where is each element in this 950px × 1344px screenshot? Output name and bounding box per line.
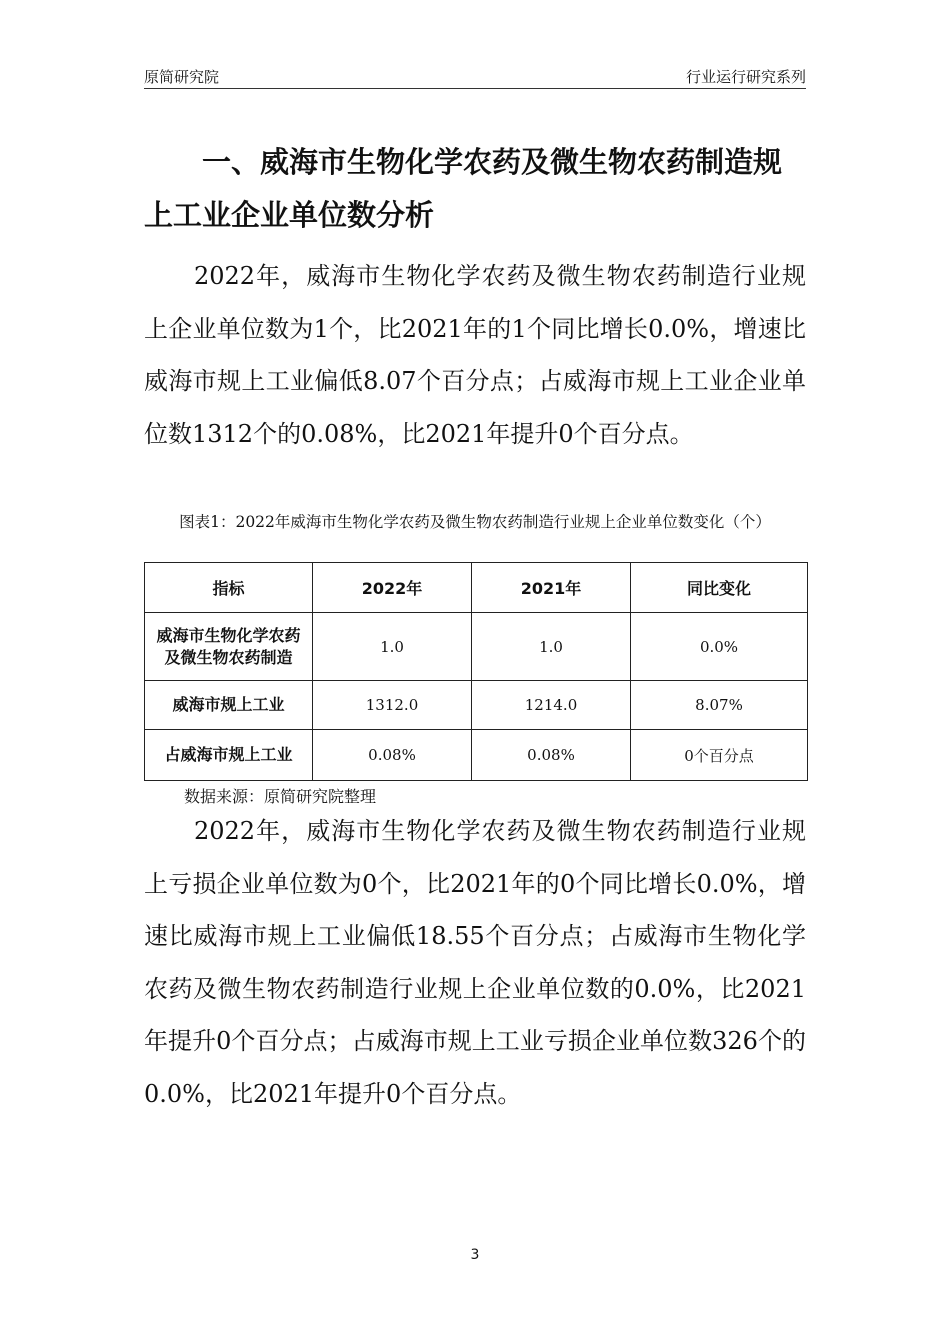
- table-header-row: [145, 563, 808, 613]
- col-header-2022: 2022年: [313, 563, 472, 613]
- cell-2022: 1312.0: [313, 681, 472, 730]
- cell-2022: 0.08%: [313, 730, 472, 781]
- cell-2021: 1214.0: [472, 681, 631, 730]
- header-series: 行业运行研究系列: [685, 68, 806, 86]
- header-org: 原简研究院: [144, 68, 220, 86]
- table-row: [145, 730, 808, 781]
- col-header-change: 同比变化: [631, 563, 808, 613]
- paragraph-1: 2022年，威海市生物化学农药及微生物农药制造行业规上企业单位数为1个，比2021年的1个同比增长0.0%，增速比威海市规上工业偏低8.07个百分点；占威海市规上工业企业单位数1312个的0.08%，比2021年提升0个百分点。: [144, 262, 806, 448]
- row-label: 威海市规上工业: [145, 681, 313, 730]
- cell-change: 0个百分点: [631, 730, 808, 781]
- cell-2021: 1.0: [472, 613, 631, 681]
- row-label: 占威海市规上工业: [145, 730, 313, 781]
- table-source: 数据来源：原简研究院整理: [184, 787, 377, 806]
- table-caption: 图表1：2022年威海市生物化学农药及微生物农药制造行业规上企业单位数变化（个）: [179, 513, 771, 531]
- paragraph-2: 2022年，威海市生物化学农药及微生物农药制造行业规上亏损企业单位数为0个，比2021年的0个同比增长0.0%，增速比威海市规上工业偏低18.55个百分点；占威海市生物化学农药及微生物农药制造行业规上企业单位数的0.0%，比2021年提升0个百分点；占威海市规上工业亏损企业单位数326个的0.0%，比2021年提升0个百分点。: [144, 817, 806, 1108]
- col-header-indicator: 指标: [145, 563, 313, 613]
- row-label: 威海市生物化学农药及微生物农药制造: [145, 613, 313, 681]
- data-table: [144, 562, 808, 781]
- table-row: [145, 681, 808, 730]
- col-header-2021: 2021年: [472, 563, 631, 613]
- cell-change: 8.07%: [631, 681, 808, 730]
- table-row: [145, 613, 808, 681]
- cell-2022: 1.0: [313, 613, 472, 681]
- section-title: 一、威海市生物化学农药及微生物农药制造规上工业企业单位数分析: [144, 145, 783, 232]
- page-number: 3: [470, 1247, 480, 1263]
- page-header: [144, 66, 806, 89]
- cell-change: 0.0%: [631, 613, 808, 681]
- cell-2021: 0.08%: [472, 730, 631, 781]
